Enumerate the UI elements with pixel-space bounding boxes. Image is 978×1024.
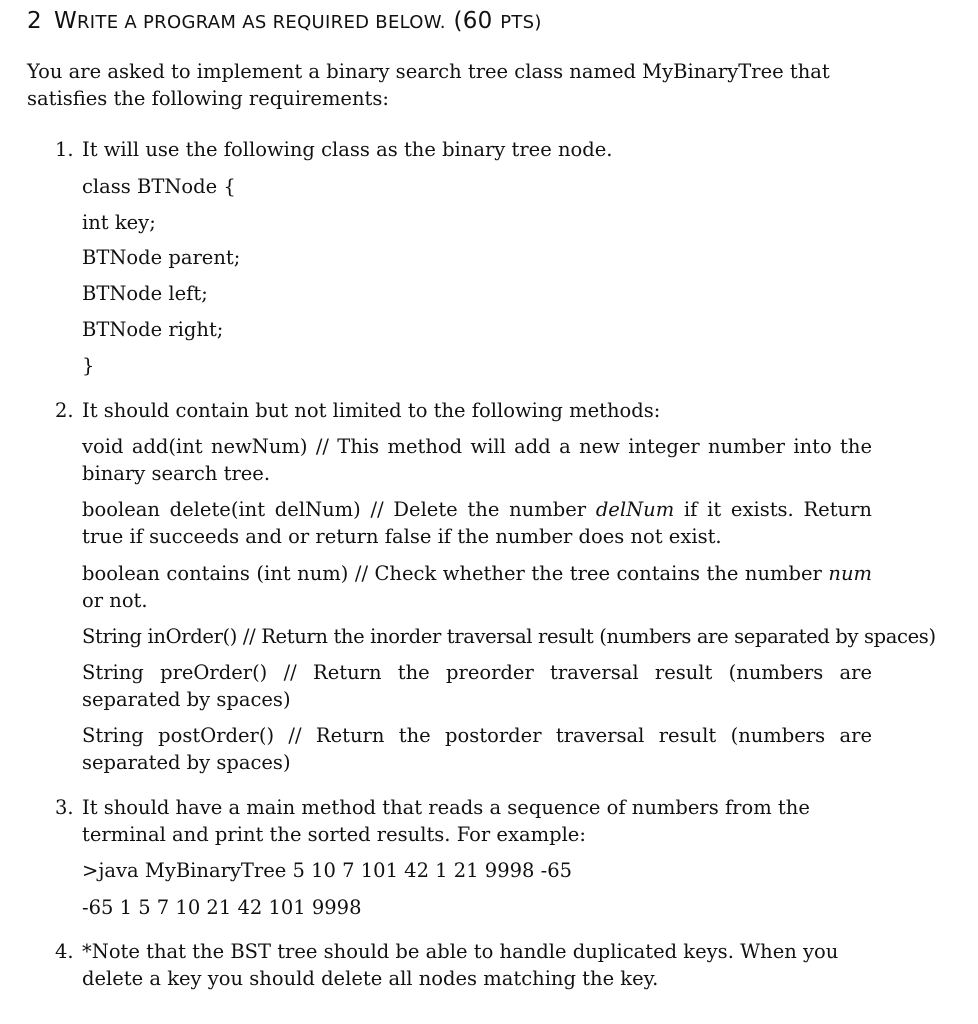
list-item-3 <box>55 794 870 848</box>
heading-title-initial: W <box>53 8 77 34</box>
code-line: BTNode parent; <box>82 246 241 269</box>
list-item-text: It will use the following class as the binary tree node. <box>82 138 613 161</box>
method-add: void add(int newNum) // This method will add a new integer number into the binary search tree. <box>82 435 872 485</box>
code-line: BTNode right; <box>82 318 224 341</box>
list-item-4 <box>55 938 870 992</box>
method-postorder: String postOrder() // Return the postorder traversal result (numbers are separated by spaces) <box>82 724 872 774</box>
method-inorder: String inOrder() // Return the inorder traversal result (numbers are separated by spaces) <box>82 625 936 648</box>
method-preorder: String preOrder() // Return the preorder traversal result (numbers are separated by spaces) <box>82 661 872 711</box>
method-contains: boolean contains (int num) // Check whether the tree contains the number num or not. <box>82 562 872 612</box>
method-delete: boolean delete(int delNum) // Delete the number delNum if it exists. Return true if succeeds and or return false if the number does not exist. <box>82 498 872 548</box>
section-number: 2 <box>27 8 42 34</box>
example-command: >java MyBinaryTree 5 10 7 101 42 1 21 9998 -65 <box>82 859 573 882</box>
param-num: num <box>828 562 872 585</box>
section-heading <box>27 6 542 38</box>
code-line: } <box>82 354 95 377</box>
list-marker: 2. <box>55 399 74 422</box>
code-line: class BTNode { <box>82 175 236 198</box>
list-marker: 1. <box>55 138 74 161</box>
list-item-text: It should contain but not limited to the following methods: <box>82 399 661 422</box>
list-item-text: *Note that the BST tree should be able to handle duplicated keys. When you delete a key you should delete all nodes matching the key. <box>82 940 839 990</box>
list-marker: 3. <box>55 796 74 819</box>
code-line: int key; <box>82 211 156 234</box>
heading-title-rest: RITE A PROGRAM AS REQUIRED BELOW. <box>76 12 446 33</box>
heading-points-unit: PTS) <box>500 12 542 33</box>
heading-points: (60 <box>453 8 493 34</box>
list-item-1 <box>55 136 870 163</box>
code-line: BTNode left; <box>82 282 208 305</box>
param-delnum: delNum <box>595 498 675 521</box>
example-output: -65 1 5 7 10 21 42 101 9998 <box>82 896 362 919</box>
list-marker: 4. <box>55 940 74 963</box>
intro-paragraph: You are asked to implement a binary search tree class named MyBinaryTree that satisfies the following requirements: <box>27 60 830 110</box>
list-item-2 <box>55 397 870 424</box>
list-item-text: It should have a main method that reads a sequence of numbers from the terminal and print the sorted results. For example: <box>82 796 810 846</box>
